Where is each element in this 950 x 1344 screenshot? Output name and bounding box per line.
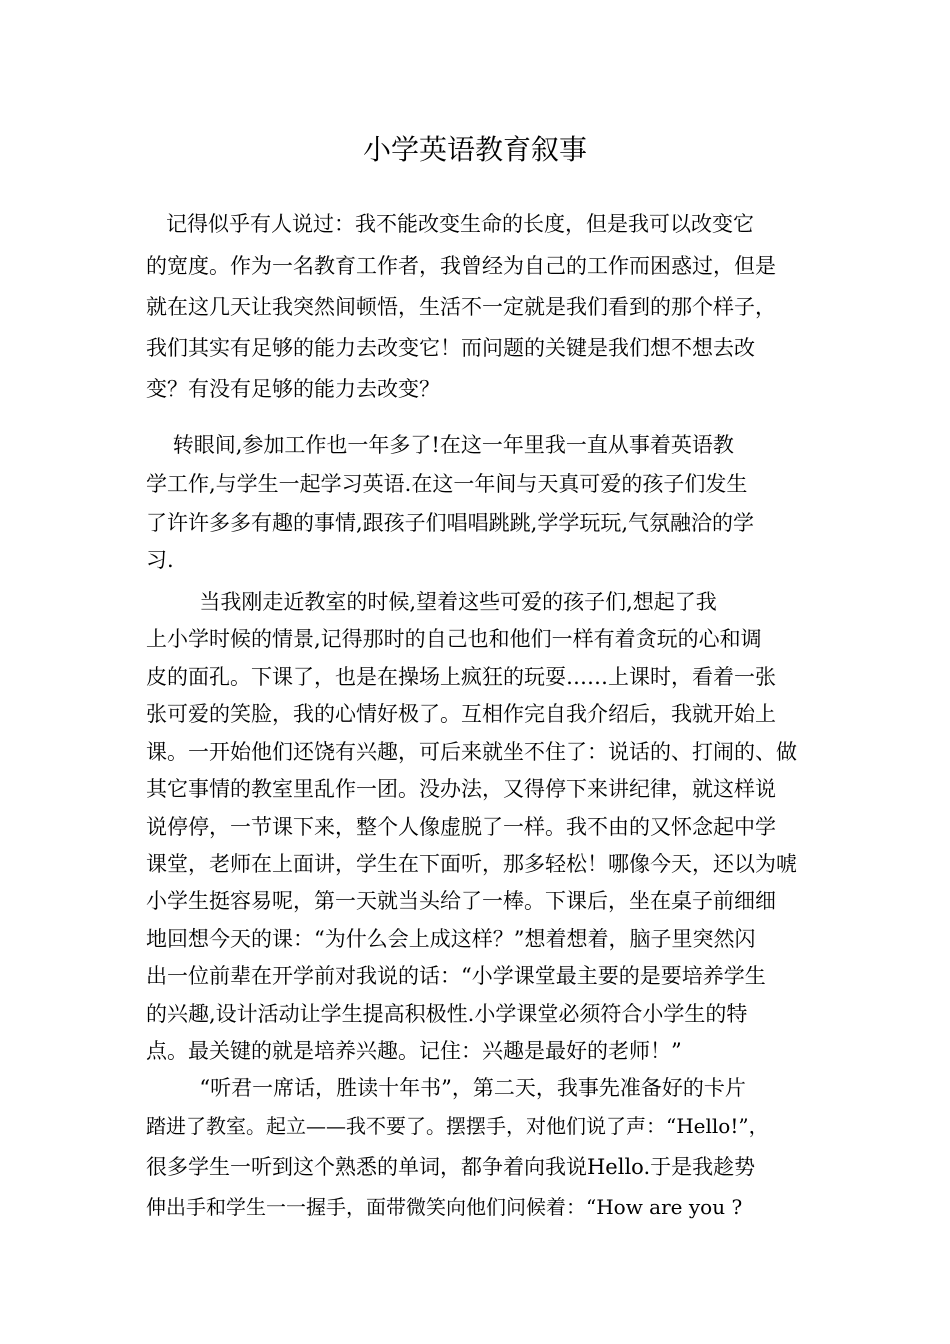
paragraph-line: “听君一席话，胜读十年书”，第二天，我事先准备好的卡片	[146, 1076, 746, 1100]
paragraph-line: 踏进了教室。起立——我不要了。摆摆手，对他们说了声：“Hello!”，	[146, 1114, 769, 1138]
paragraph-line: 地回想今天的课：“为什么会上成这样？”想着想着，脑子里突然闪	[146, 927, 756, 951]
paragraph-line: 出一位前辈在开学前对我说的话：“小学课堂最主要的是要培养学生	[146, 964, 766, 988]
paragraph-line: 记得似乎有人说过：我不能改变生命的长度，但是我可以改变它	[146, 212, 755, 236]
paragraph-line: 伸出手和学生一一握手，面带微笑向他们问候着：“How are you ?	[146, 1195, 743, 1219]
paragraph-line: 变？有没有足够的能力去改变？	[146, 377, 440, 401]
document-title: 小学英语教育叙事	[362, 133, 587, 166]
paragraph-line: 皮的面孔。下课了，也是在操场上疯狂的玩耍……上课时，看着一张	[146, 665, 776, 689]
paragraph-line: 上小学时候的情景,记得那时的自己也和他们一样有着贪玩的心和调	[146, 627, 762, 651]
paragraph-line: 当我刚走近教室的时候,望着这些可爱的孩子们,想起了我	[146, 590, 717, 614]
paragraph-line: 转眼间,参加工作也一年多了!在这一年里我一直从事着英语教	[146, 433, 734, 457]
paragraph-line: 了许许多多有趣的事情,跟孩子们唱唱跳跳,学学玩玩,气氛融洽的学	[146, 511, 755, 535]
paragraph-line: 的兴趣,设计活动让学生提高积极性.小学课堂必须符合小学生的特	[146, 1002, 748, 1026]
paragraph-line: 的宽度。作为一名教育工作者，我曾经为自己的工作而困惑过，但是	[146, 254, 776, 278]
paragraph-line: 小学生挺容易呢，第一天就当头给了一棒。下课后，坐在桌子前细细	[146, 889, 776, 913]
paragraph-line: 说停停，一节课下来，整个人像虚脱了一样。我不由的又怀念起中学	[146, 815, 776, 839]
paragraph-line: 很多学生一听到这个熟悉的单词，都争着向我说Hello.于是我趁势	[146, 1155, 756, 1179]
paragraph-line: 习.	[146, 548, 174, 572]
paragraph-line: 课。一开始他们还饶有兴趣，可后来就坐不住了：说话的、打闹的、做	[146, 740, 797, 764]
paragraph-line: 我们其实有足够的能力去改变它！而问题的关键是我们想不想去改	[146, 336, 755, 360]
paragraph-line: 学工作,与学生一起学习英语.在这一年间与天真可爱的孩子们发生	[146, 472, 748, 496]
paragraph-line: 张可爱的笑脸，我的心情好极了。互相作完自我介绍后，我就开始上	[146, 702, 776, 726]
paragraph-line: 课堂，老师在上面讲，学生在下面听，那多轻松！哪像今天，还以为唬	[146, 852, 797, 876]
paragraph-line: 其它事情的教室里乱作一团。没办法，又得停下来讲纪律，就这样说	[146, 777, 776, 801]
paragraph-line: 点。最关键的就是培养兴趣。记住：兴趣是最好的老师！”	[146, 1039, 682, 1063]
paragraph-line: 就在这几天让我突然间顿悟，生活不一定就是我们看到的那个样子，	[146, 295, 776, 319]
